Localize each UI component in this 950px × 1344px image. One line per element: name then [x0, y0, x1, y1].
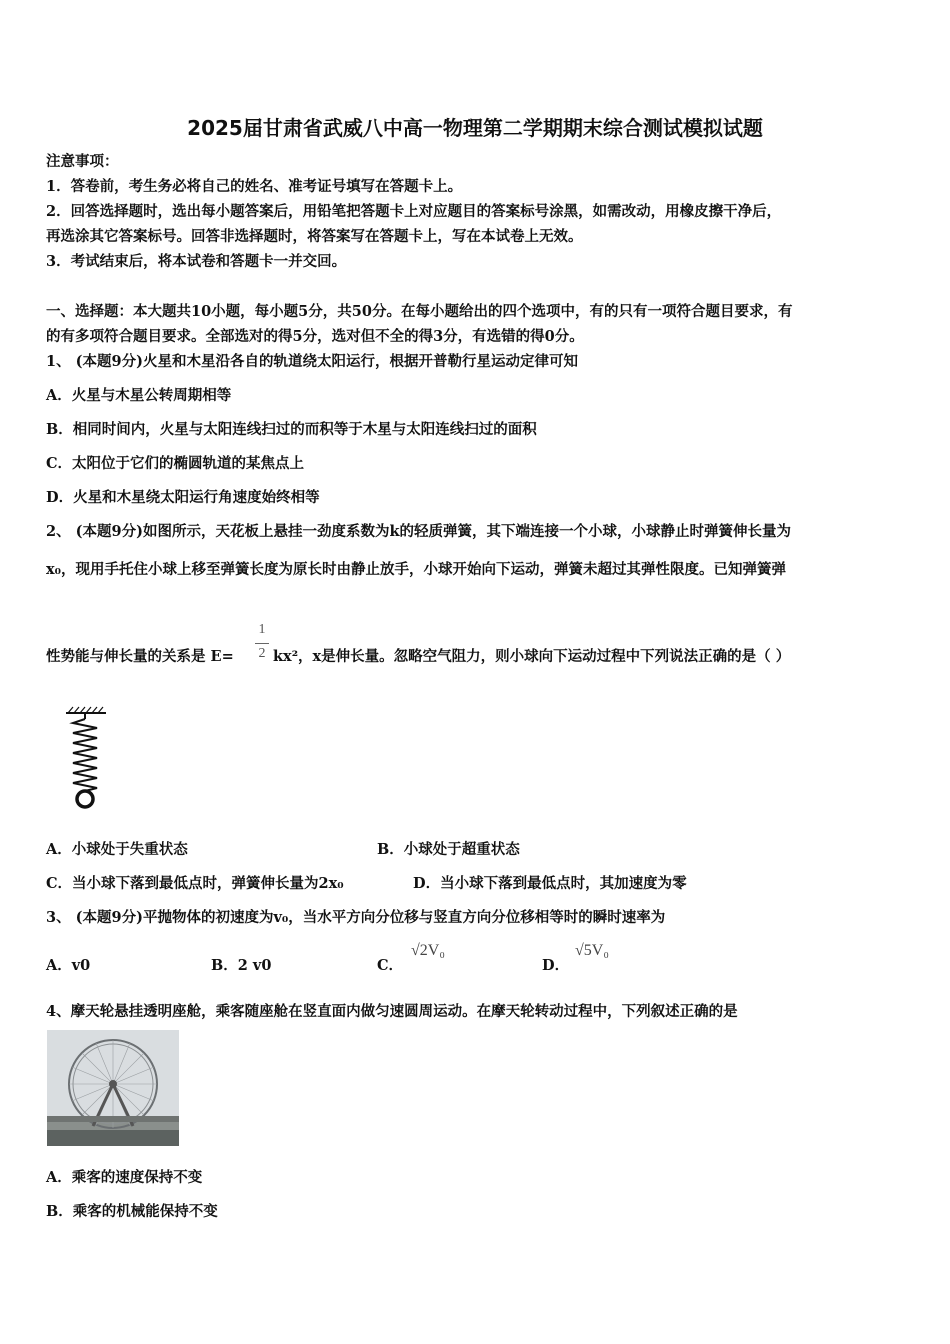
q2-stem-line3b: kx²，x是伸长量。忽略空气阻力，则小球向下运动过程中下列说法正确的是（ ） — [273, 648, 791, 665]
q4-option-a: A．乘客的速度保持不变 — [46, 1169, 203, 1186]
q3-stem: 3、 (本题9分)平抛物体的初速度为v₀，当水平方向分位移与竖直方向分位移相等时的瞬时速率为 — [46, 909, 666, 926]
q2-option-d: D．当小球下落到最低点时，其加速度为零 — [413, 875, 687, 892]
notice-item: 3．考试结束后，将本试卷和答题卡一并交回。 — [46, 253, 347, 270]
q2-option-c: C．当小球下落到最低点时，弹簧伸长量为2x₀ — [46, 875, 344, 892]
q3-option-a: A．v0 — [46, 957, 91, 974]
q3-option-c: C． — [377, 957, 404, 974]
q1-stem: 1、 (本题9分)火星和木星沿各自的轨道绕太阳运行，根据开普勒行星运动定律可知 — [46, 353, 578, 370]
q1-option-c: C．太阳位于它们的椭圆轨道的某焦点上 — [46, 455, 305, 472]
q3-option-b: B．2 v0 — [211, 957, 272, 974]
notice-item: 2．回答选择题时，选出每小题答案后，用铅笔把答题卡上对应题目的答案标号涂黑，如需改动，用橡皮擦干净后， — [46, 203, 782, 220]
fraction-bar — [255, 643, 269, 644]
spring-diagram — [60, 705, 112, 815]
q3-option-d: D． — [542, 957, 570, 974]
q2-option-b: B．小球处于超重状态 — [377, 841, 520, 858]
fraction-denominator: 2 — [258, 646, 266, 661]
section-heading-cont: 的有多项符合题目要求。全部选对的得5分，选对但不全的得3分，有选错的得0分。 — [46, 328, 584, 345]
q1-option-d: D．火星和木星绕太阳运行角速度始终相等 — [46, 489, 320, 506]
notice-item: 再选涂其它答案标号。回答非选择题时，将答案写在答题卡上，写在本试卷上无效。 — [46, 228, 583, 245]
notice-item: 1．答卷前，考生务必将自己的姓名、准考证号填写在答题卡上。 — [46, 178, 463, 195]
q2-stem-line3a: 性势能与伸长量的关系是 E= — [46, 648, 234, 665]
q2-stem-line2: x₀，现用手托住小球上移至弹簧长度为原长时由静止放手，小球开始向下运动，弹簧未超过其弹性限度。已知弹簧弹 — [46, 561, 786, 578]
section-heading: 一、选择题：本大题共10小题，每小题5分，共50分。在每小题给出的四个选项中，有的只有一项符合题目要求，有 — [46, 303, 793, 320]
q4-option-b: B．乘客的机械能保持不变 — [46, 1203, 218, 1220]
q2-option-a: A．小球处于失重状态 — [46, 841, 188, 858]
q4-stem: 4、摩天轮悬挂透明座舱，乘客随座舱在竖直面内做匀速圆周运动。在摩天轮转动过程中，下列叙述正确的是 — [46, 1003, 738, 1020]
page-title: 2025届甘肃省武威八中高一物理第二学期期末综合测试模拟试题 — [187, 116, 763, 140]
fraction-numerator: 1 — [258, 622, 266, 637]
q1-option-a: A．火星与木星公转周期相等 — [46, 387, 232, 404]
q3-option-c-value: √2V₀ — [411, 942, 445, 959]
q2-stem-line1: 2、 (本题9分)如图所示，天花板上悬挂一劲度系数为k的轻质弹簧，其下端连接一个小球，小球静止时弹簧伸长量为 — [46, 523, 791, 540]
q3-option-d-value: √5V₀ — [575, 942, 609, 959]
q1-option-b: B．相同时间内，火星与太阳连线扫过的而积等于木星与太阳连线扫过的面积 — [46, 421, 537, 438]
ferris-wheel-photo — [47, 1030, 179, 1146]
notice-heading: 注意事项： — [46, 153, 119, 170]
